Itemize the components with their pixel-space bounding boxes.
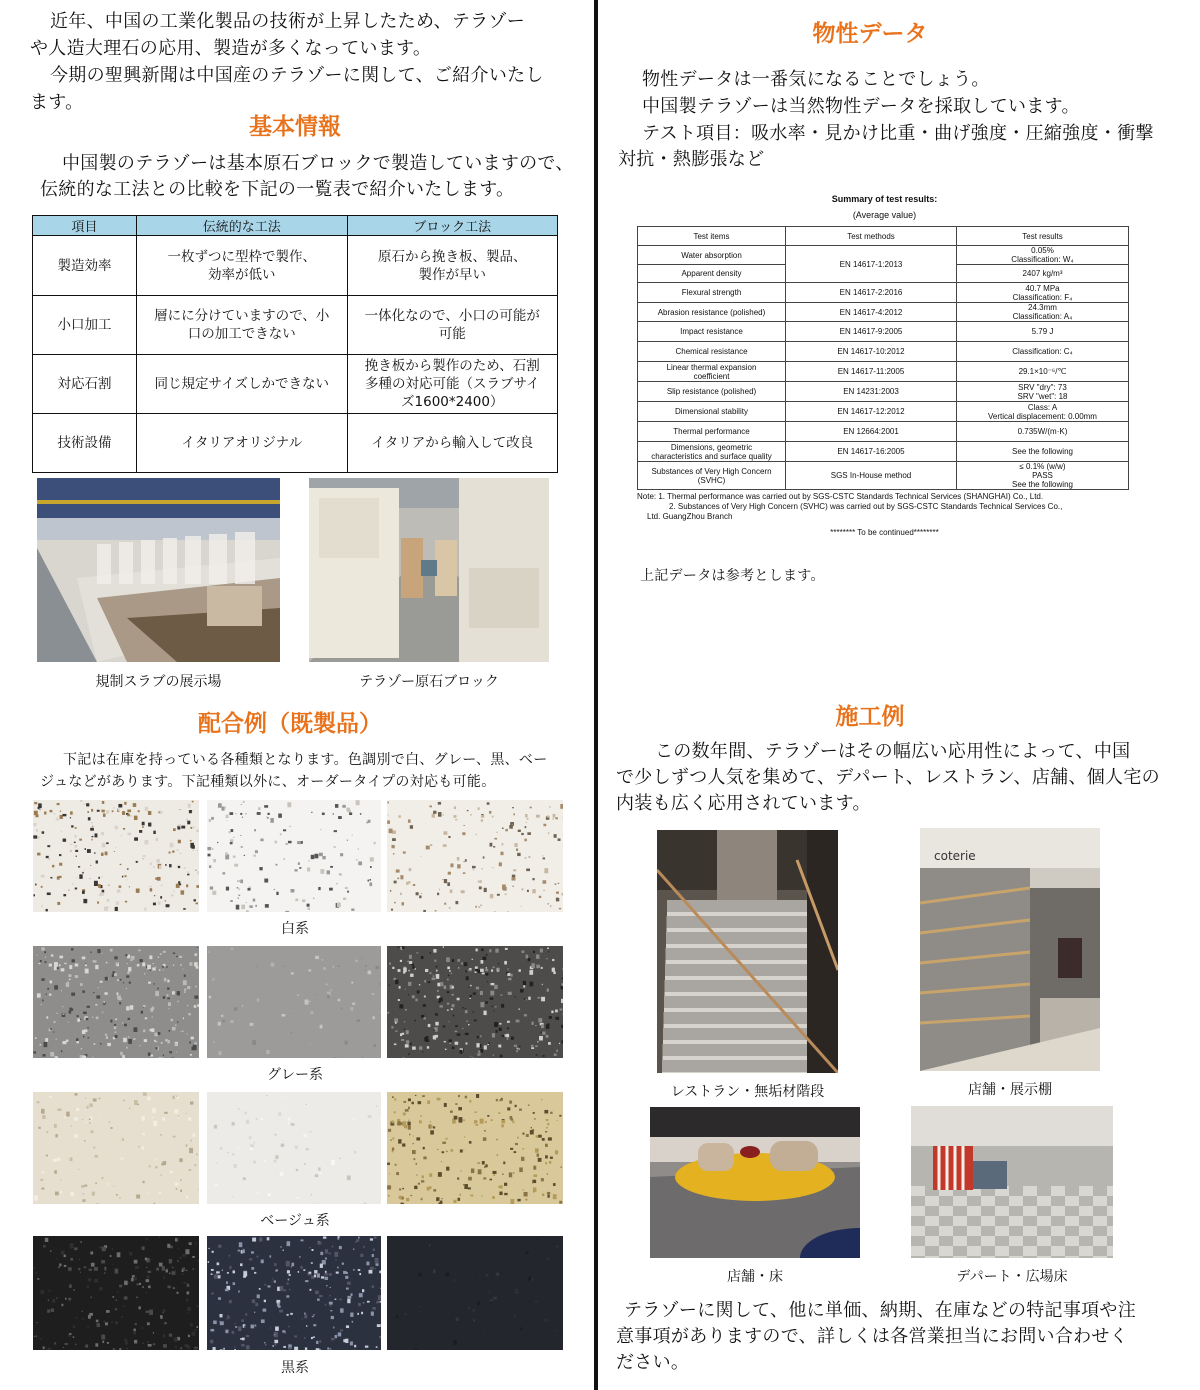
test-method: EN 14617-4:2012 (786, 303, 957, 322)
test-item: Impact resistance (638, 322, 786, 342)
store-sign-text: coterie (934, 849, 976, 863)
basic-text-1: 中国製のテラゾーは基本原石ブロックで製造していますので、 (62, 153, 574, 174)
physical-text-3: テスト項目：吸水率・見かけ比重・曲げ強度・圧縮強度・衝撃 (642, 123, 1154, 144)
test-row (638, 402, 1129, 422)
physical-text-4: 対抗・熱膨張など (618, 149, 765, 170)
row-label: 対応石割 (33, 355, 137, 414)
table-cell: 同じ規定サイズしかできない (137, 355, 348, 414)
col-header-item: 項目 (33, 216, 137, 236)
test-result: 0.05% Classification: W₄ (957, 246, 1129, 265)
plaza-floor-caption: デパート・広場床 (956, 1269, 1068, 1285)
staircase-photo (657, 830, 838, 1073)
table-row (33, 414, 558, 473)
test-item: Dimensions, geometric characteristics and surface quality (638, 442, 786, 462)
test-item: Slip resistance (polished) (638, 382, 786, 402)
intro-line-4: ます。 (30, 92, 84, 113)
terrazzo-swatch (207, 1092, 381, 1204)
test-row (638, 303, 1129, 322)
slab-showroom-photo (37, 478, 280, 662)
test-item: Thermal performance (638, 422, 786, 442)
test-result: 29.1×10⁻⁶/℃ (957, 362, 1129, 382)
samples-text-2: ジュなどがあります。下記種類以外に、オーダータイプの対応も可能。 (40, 774, 496, 790)
test-method: SGS In-House method (786, 462, 957, 490)
test-results-table (637, 226, 1129, 490)
test-note-1: Note: 1. Thermal performance was carried out by SGS-CSTC Standards Technical Services (SHANGHAI) Co., Ltd. (637, 492, 1044, 501)
intro-line-1: 近年、中国の工業化製品の技術が上昇したため、テラゾー (50, 11, 526, 32)
test-row (638, 322, 1129, 342)
test-item: Flexural strength (638, 283, 786, 303)
terrazzo-swatch (387, 1236, 563, 1350)
staircase-caption: レストラン・無垢材階段 (670, 1084, 825, 1100)
test-result: SRV "dry": 73 SRV "wet": 18 (957, 382, 1129, 402)
terrazzo-swatch (33, 1092, 199, 1204)
test-row (638, 382, 1129, 402)
samples-heading: 配合例（既製品） (198, 711, 382, 737)
table-row (33, 296, 558, 355)
test-item: Substances of Very High Concern (SVHC) (638, 462, 786, 490)
test-results-title: Summary of test results: (831, 194, 938, 204)
test-method: EN 14617-2:2016 (786, 283, 957, 303)
intro-line-2: や人造大理石の応用、製造が多くなっています。 (30, 38, 432, 59)
closing-text-1: テラゾーに関して、他に単価、納期、在庫などの特記事項や注 (624, 1300, 1137, 1321)
test-item: Apparent density (638, 265, 786, 283)
test-item: Linear thermal expansion coefficient (638, 362, 786, 382)
closing-text-2: 意事項がありますので、詳しくは各営業担当にお問い合わせく (616, 1326, 1129, 1347)
cases-text-2: で少しずつ人気を集めて、デパート、レストラン、店舗、個人宅の (616, 767, 1160, 788)
test-result: Classification: C₄ (957, 342, 1129, 362)
test-item: Dimensional stability (638, 402, 786, 422)
cases-text-1: この数年間、テラゾーはその幅広い応用性によって、中国 (655, 741, 1131, 762)
test-header-results: Test results (957, 227, 1129, 246)
test-item: Water absorption (638, 246, 786, 265)
terrazzo-swatch (33, 800, 199, 912)
table-cell: イタリアから輸入して改良 (347, 414, 558, 473)
test-row (638, 362, 1129, 382)
test-row (638, 283, 1129, 303)
test-results-subtitle: (Average value) (852, 210, 917, 220)
terrazzo-swatch (387, 1092, 563, 1204)
test-method: EN 14617-9:2005 (786, 322, 957, 342)
table-cell: イタリアオリジナル (137, 414, 348, 473)
terrazzo-swatch (387, 946, 563, 1058)
table-cell: 一体化なので、小口の可能が 可能 (347, 296, 558, 355)
store-floor-photo (650, 1107, 860, 1258)
beige-group-label: ベージュ系 (260, 1213, 330, 1229)
test-header-items: Test items (638, 227, 786, 246)
test-results-block (637, 194, 1132, 537)
warehouse-caption: テラゾー原石ブロック (359, 674, 499, 690)
test-row (638, 442, 1129, 462)
physical-heading: 物性データ (812, 21, 928, 47)
col-header-traditional: 伝統的な工法 (137, 216, 348, 236)
right-column (600, 0, 1200, 1390)
showroom-caption: 規制スラブの展示場 (95, 674, 222, 690)
test-result: 0.735W/(m·K) (957, 422, 1129, 442)
block-warehouse-photo (309, 478, 549, 662)
table-cell: 原石から挽き板、製品、 製作が早い (347, 236, 558, 296)
test-row (638, 246, 1129, 265)
terrazzo-swatch (207, 800, 381, 912)
table-cell: 一枚ずつに型枠で製作、 効率が低い (137, 236, 348, 296)
terrazzo-swatch (207, 1236, 381, 1350)
black-group-label: 黒系 (281, 1360, 309, 1376)
cases-heading: 施工例 (835, 704, 905, 730)
cases-text-3: 内装も広く応用されています。 (616, 793, 871, 814)
basic-text-2: 伝統的な工法との比較を下記の一覧表で紹介いたします。 (40, 179, 515, 200)
physical-text-2: 中国製テラゾーは当然物性データを採取しています。 (642, 96, 1080, 117)
row-label: 技術設備 (33, 414, 137, 473)
closing-text-3: ださい。 (616, 1352, 690, 1373)
row-label: 製造効率 (33, 236, 137, 296)
test-result: 24.3mm Classification: A₄ (957, 303, 1129, 322)
test-row (638, 342, 1129, 362)
test-result: Class: A Vertical displacement: 0.00mm (957, 402, 1129, 422)
comparison-header-row (33, 216, 558, 236)
test-item: Chemical resistance (638, 342, 786, 362)
test-note (637, 492, 1132, 522)
test-header-methods: Test methods (786, 227, 957, 246)
table-cell: 層にに分けていますので、小 口の加工できない (137, 296, 348, 355)
test-result: 5.79 J (957, 322, 1129, 342)
comparison-table (32, 215, 558, 473)
row-label: 小口加工 (33, 296, 137, 355)
test-note-3: Ltd. GuangZhou Branch (647, 512, 733, 521)
test-method: EN 14617-16:2005 (786, 442, 957, 462)
intro-line-3: 今期の聖興新聞は中国産のテラゾーに関して、ご紹介いたし (50, 65, 544, 86)
terrazzo-swatch (33, 946, 199, 1058)
plaza-floor-photo (911, 1106, 1113, 1258)
white-group-label: 白系 (281, 921, 309, 937)
reference-note: 上記データは参考とします。 (640, 568, 825, 584)
test-result: 2407 kg/m³ (957, 265, 1129, 283)
store-shelf-caption: 店舗・展示棚 (968, 1082, 1052, 1098)
col-header-block: ブロック工法 (347, 216, 558, 236)
test-row (638, 422, 1129, 442)
test-result: 40.7 MPa Classification: F₄ (957, 283, 1129, 303)
physical-text-1: 物性データは一番気になることでしょう。 (642, 69, 990, 90)
store-floor-caption: 店舗・床 (727, 1269, 783, 1285)
test-method: EN 14617-10:2012 (786, 342, 957, 362)
gray-group-label: グレー系 (267, 1067, 323, 1083)
test-continued: ******** To be continued******** (830, 528, 939, 537)
samples-text-1: 下記は在庫を持っている各種類となります。色調別で白、グレー、黒、ベー (63, 752, 548, 768)
terrazzo-swatch (207, 946, 381, 1058)
table-row (33, 355, 558, 414)
table-row (33, 236, 558, 296)
test-item: Abrasion resistance (polished) (638, 303, 786, 322)
test-method: EN 14231:2003 (786, 382, 957, 402)
terrazzo-swatch (33, 1236, 199, 1350)
test-result: See the following (957, 442, 1129, 462)
test-method: EN 14617-11:2005 (786, 362, 957, 382)
test-method: EN 14617-12:2012 (786, 402, 957, 422)
test-method: EN 14617-1:2013 (786, 246, 957, 283)
store-shelf-photo (920, 828, 1100, 1071)
test-row (638, 462, 1129, 490)
terrazzo-swatch (387, 800, 563, 912)
table-cell: 挽き板から製作のため、石割 多種の対応可能（スラブサイ ズ1600*2400） (347, 355, 558, 414)
basic-info-heading: 基本情報 (249, 114, 341, 140)
test-method: EN 12664:2001 (786, 422, 957, 442)
left-column (0, 0, 596, 1390)
test-note-2: 2. Substances of Very High Concern (SVHC) was carried out by SGS-CSTC Standards Technical Services Co., (669, 502, 1063, 511)
test-result: ≤ 0.1% (w/w) PASS See the following (957, 462, 1129, 490)
